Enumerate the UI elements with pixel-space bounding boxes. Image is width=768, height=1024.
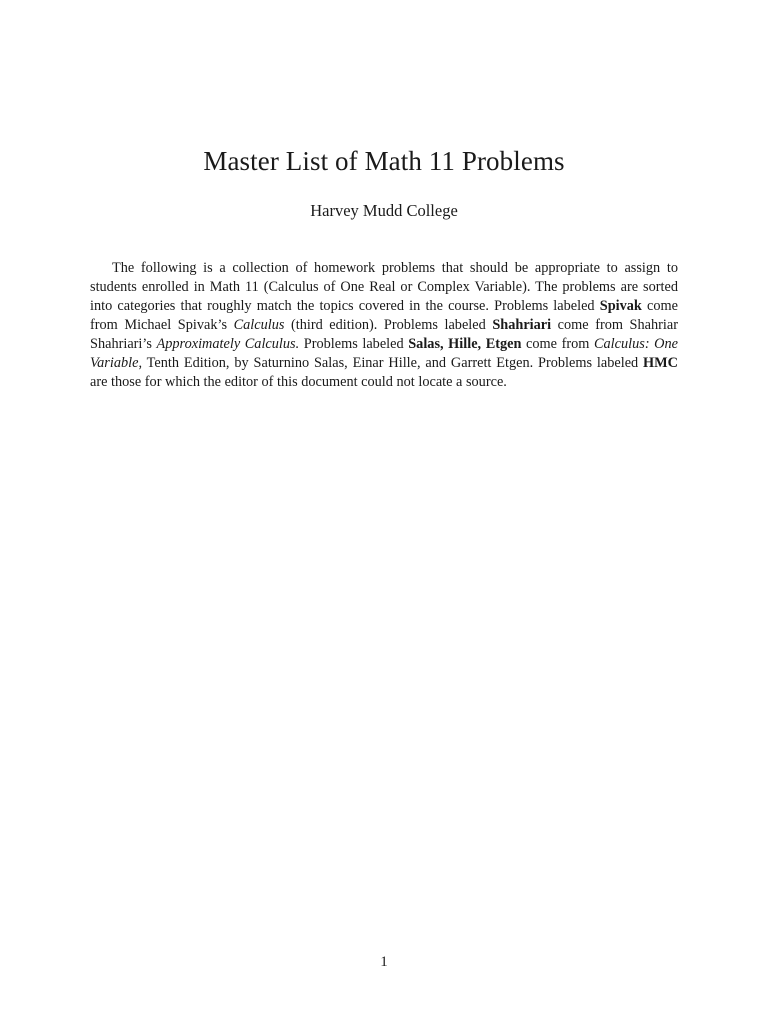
page-number: 1	[380, 954, 388, 970]
source-label-shahriari: Shahriari	[492, 317, 552, 333]
intro-text: Problems labeled	[299, 336, 409, 352]
intro-text: come from Shahriar Shahriari’s	[90, 317, 678, 352]
document-subtitle: Harvey Mudd College	[310, 201, 458, 220]
book-title-calculus: Calculus	[233, 317, 285, 333]
source-label-hmc: HMC	[643, 355, 678, 371]
source-label-spivak: Spivak	[599, 298, 642, 314]
intro-text: , Tenth Edition, by Saturnino Salas, Einar Hille, and Garrett Etgen. Problems labeled	[138, 355, 644, 371]
book-title-approximately-calculus: Approximately Calculus.	[156, 336, 300, 352]
source-label-salas-hille-etgen: Salas, Hille, Etgen	[408, 336, 522, 352]
intro-text: (third edition). Problems labeled	[284, 317, 493, 333]
intro-text: The following is a collection of homework problems that should be appropriate to assign to students enrolled in Math 11 (Calculus of One Real or Complex Variable). The problems are sorted into categories that roughly match the topics covered in the course. Problems labeled	[90, 260, 678, 314]
intro-text: come from	[521, 336, 594, 352]
intro-text: are those for which the editor of this document could not locate a source.	[90, 374, 507, 390]
intro-paragraph	[90, 259, 678, 392]
intro-text: come from Michael Spivak’s	[90, 298, 678, 333]
document-title: Master List of Math 11 Problems	[203, 146, 565, 176]
book-title-calculus-one-variable: Calculus: One Variable	[90, 336, 678, 371]
